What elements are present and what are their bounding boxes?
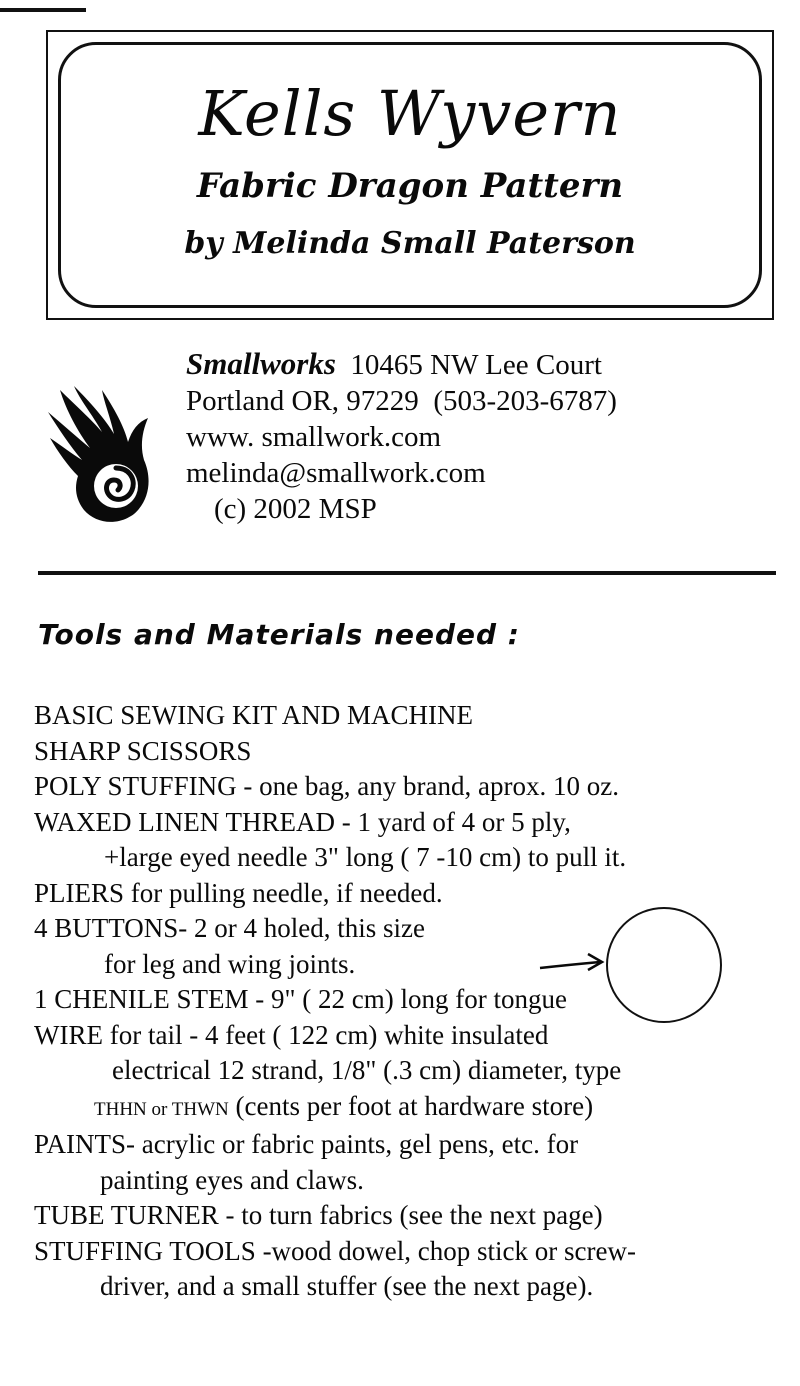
item-desc: - 9" ( 22 cm) long for tongue [248,984,567,1014]
item-desc: for pulling needle, if needed. [124,877,443,908]
list-item [34,805,794,841]
email-link[interactable]: melinda@smallwork.com [186,457,486,489]
item-name: STUFFING TOOLS [34,1235,256,1266]
item-name: WAXED LINEN THREAD [34,806,335,837]
item-desc: - acrylic or fabric paints, gel pens, etc. for [126,1129,579,1159]
item-name: 4 BUTTONS [34,913,179,943]
item-name: POLY STUFFING [34,771,237,801]
item-name: TUBE TURNER [34,1200,219,1230]
list-item: BASIC SEWING KIT AND MACHINE [34,700,474,730]
copyright-notice: (c) 2002 MSP [214,493,377,525]
section-divider [38,571,776,575]
list-item: SHARP SCISSORS [34,735,252,766]
item-desc: (cents per foot at hardware store) [228,1090,594,1121]
list-item [34,769,794,805]
corner-mark [0,8,86,12]
contact-block [186,346,786,527]
list-item-continuation [34,1089,794,1128]
item-name: WIRE [34,1019,103,1050]
item-desc: -wood dowel, chop stick or screw- [255,1235,636,1266]
list-item [34,1234,794,1270]
item-name: PAINTS [34,1129,127,1159]
item-name: 1 CHENILE STEM [34,984,249,1014]
title-box [58,42,762,308]
arrow-right-icon [538,948,608,978]
item-name: PLIERS [34,877,125,908]
item-desc: - to turn fabrics (see the next page) [218,1200,603,1230]
pattern-subtitle: Fabric Dragon Pattern [196,166,624,206]
section-heading: Tools and Materials needed : [38,618,520,651]
item-desc: for tail - 4 feet ( 122 cm) white insulated [102,1019,549,1050]
list-item-continuation: electrical 12 strand, 1/8" (.3 cm) diameter, type [112,1055,622,1085]
title-frame [46,30,774,320]
list-item [34,876,794,912]
item-desc: - one bag, any brand, aprox. 10 oz. [236,771,619,801]
city-state-zip: Portland OR, 97229 [186,385,419,417]
wire-types: THHN or THWN [94,1098,229,1120]
list-item-continuation: +large eyed needle 3" long ( 7 -10 cm) to pull it. [104,842,627,872]
item-desc: - 1 yard of 4 or 5 ply, [334,806,571,837]
brand-name: Smallworks [186,346,336,381]
street-address: 10465 NW Lee Court [350,349,602,381]
list-item-continuation: for leg and wing joints. [104,948,356,979]
phone-number: (503-203-6787) [433,385,617,417]
hand-logo-icon [40,380,180,530]
list-item [34,1198,794,1234]
list-item-continuation: painting eyes and claws. [100,1164,364,1195]
list-item [34,1018,794,1054]
item-desc: - 2 or 4 holed, this size [178,913,425,943]
list-item-continuation: driver, and a small stuffer (see the next page). [100,1271,594,1301]
button-size-circle [606,907,722,1023]
list-item [34,1127,794,1163]
pattern-title: Kells Wyvern [198,77,622,150]
pattern-author: by Melinda Small Paterson [184,226,636,261]
website-link[interactable]: www. smallwork.com [186,421,442,453]
